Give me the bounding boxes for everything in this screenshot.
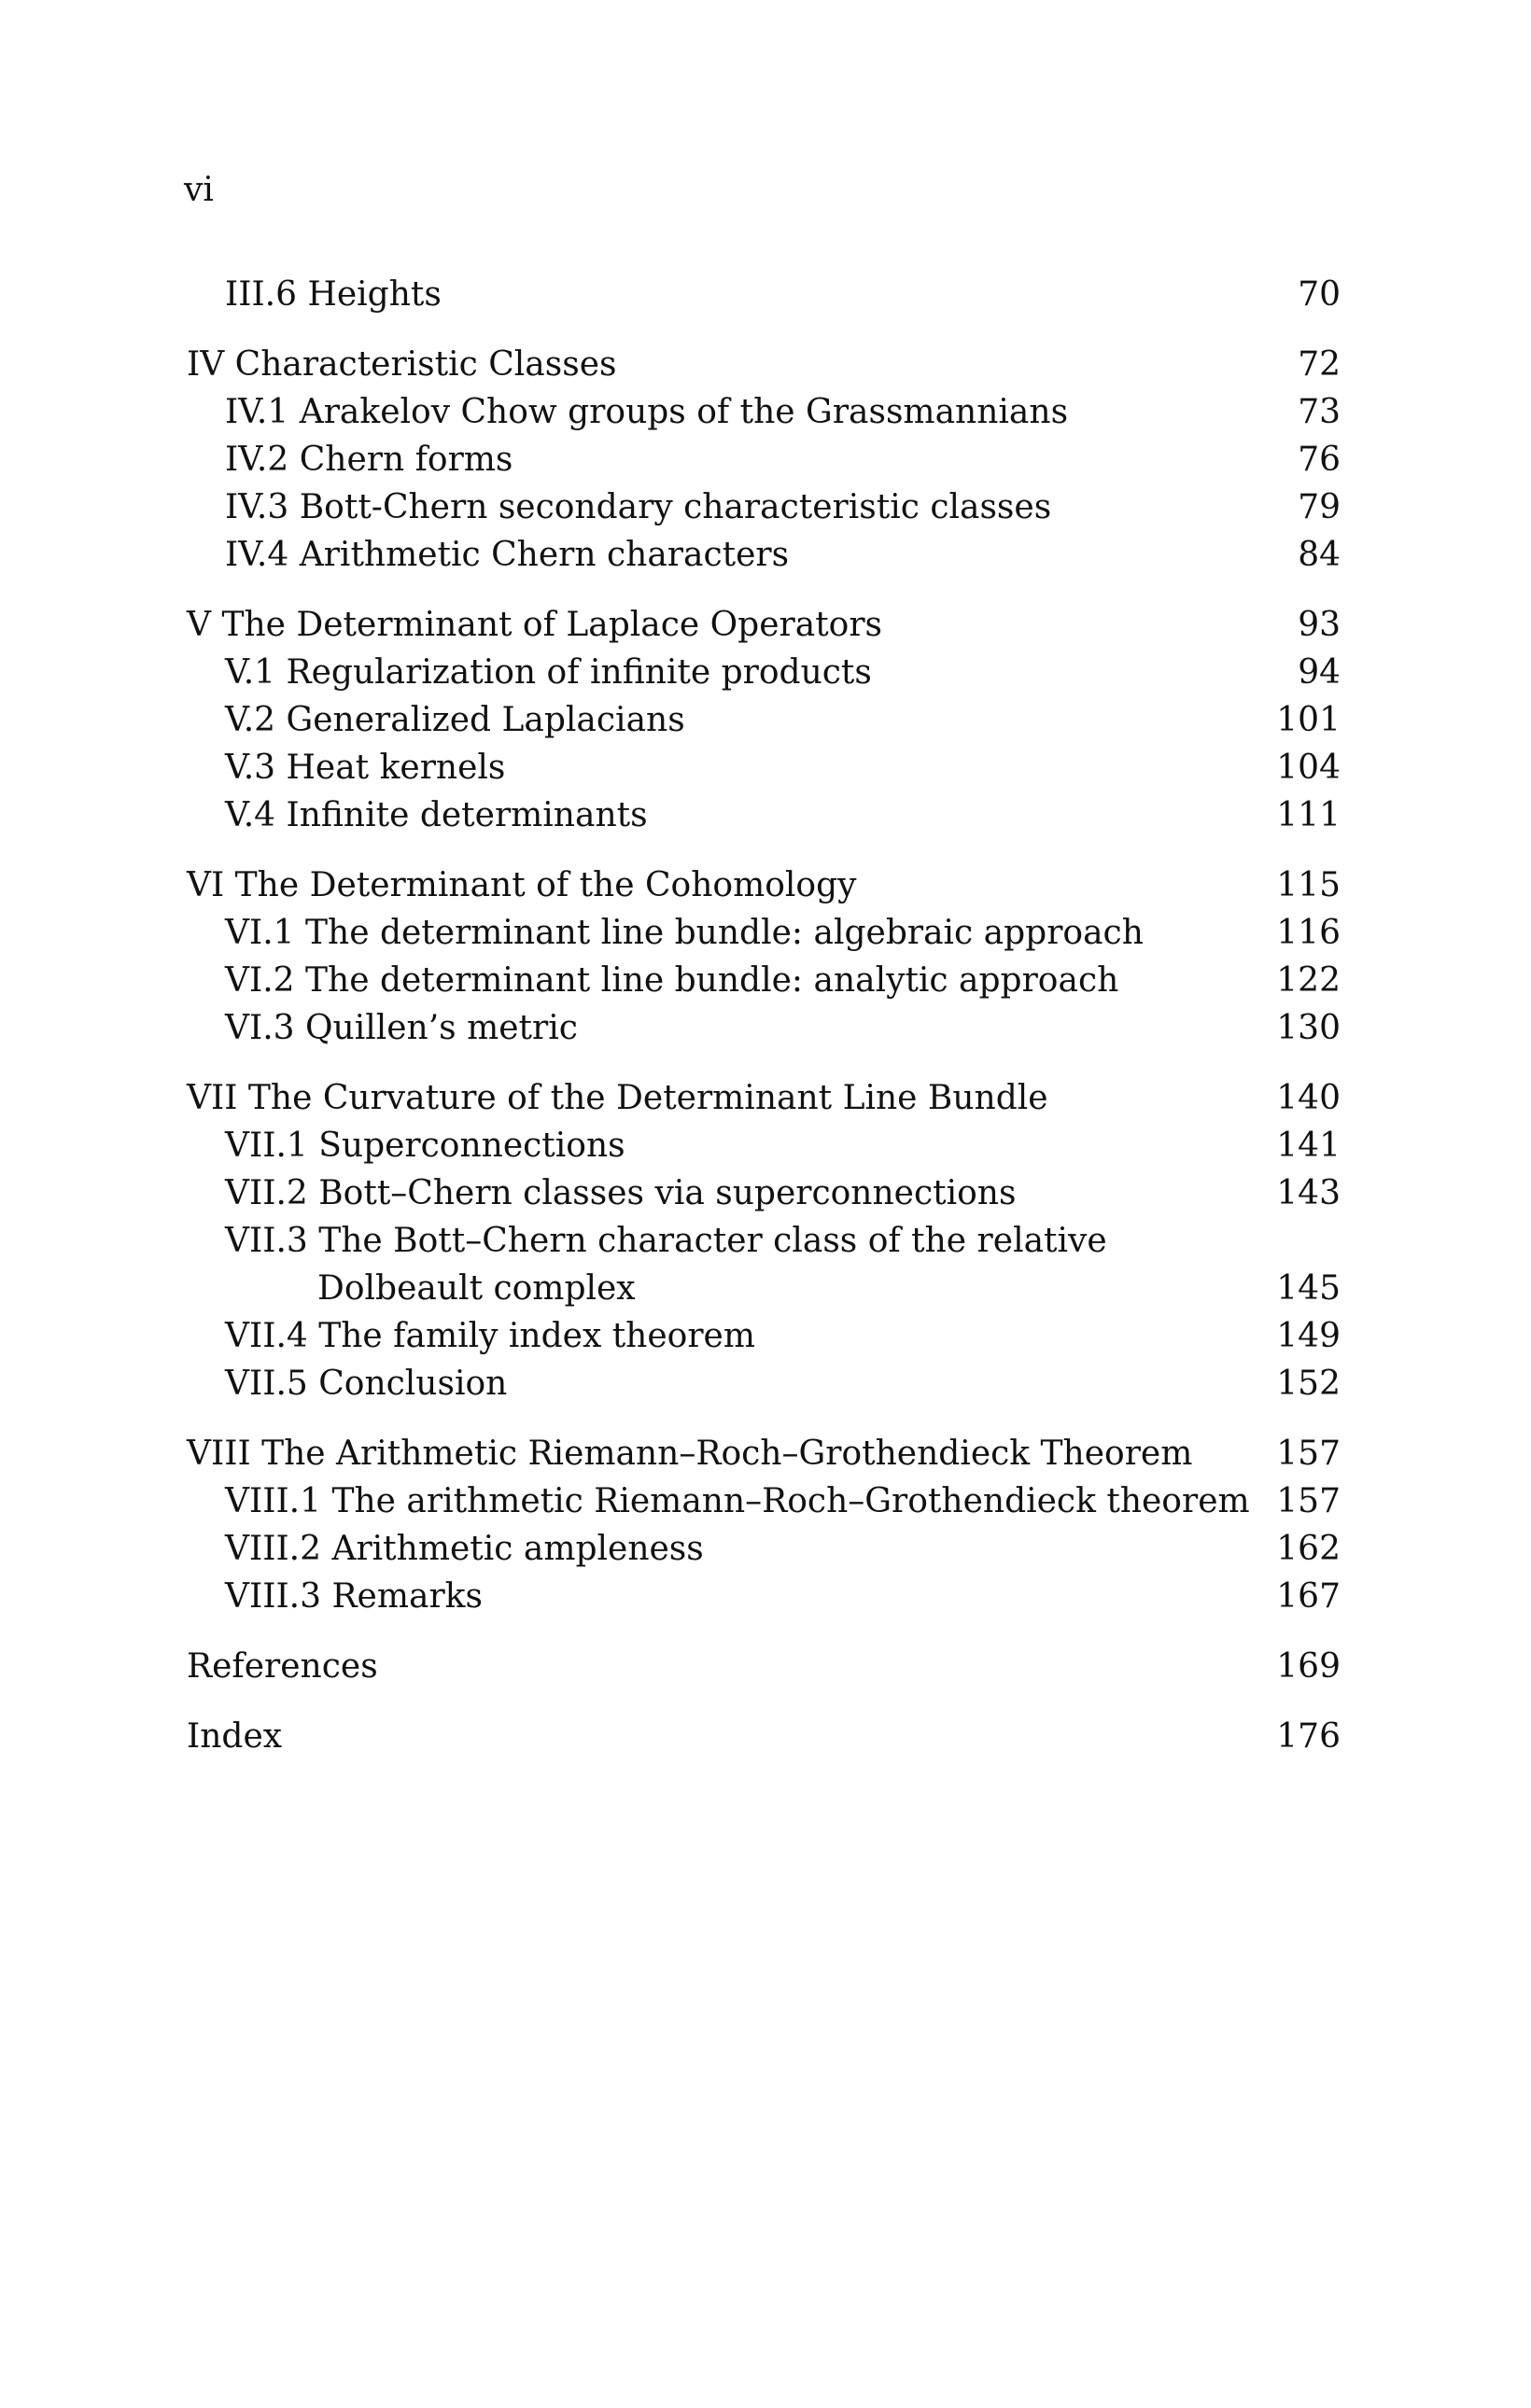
toc-entry-title: VI.2 The determinant line bundle: analytic approach xyxy=(225,961,1119,1000)
toc-entry-title: VII.3 The Bott–Chern character class of the relative xyxy=(225,1222,1107,1260)
toc-entry-page: 73 xyxy=(1298,393,1341,431)
toc-entry-page: 157 xyxy=(1276,1435,1341,1473)
toc-entry-page: 94 xyxy=(1298,653,1341,692)
toc-entry-page: 111 xyxy=(1276,796,1341,834)
toc-entry-title: V.2 Generalized Laplacians xyxy=(225,701,685,739)
toc-entry-title: VI.1 The determinant line bundle: algebraic approach xyxy=(225,914,1144,952)
toc-entry-page: 145 xyxy=(1276,1269,1341,1308)
toc-entry xyxy=(187,483,1341,531)
toc-entry-title: VIII.3 Remarks xyxy=(225,1577,483,1616)
toc-entry-title: Dolbeault complex xyxy=(317,1269,636,1308)
toc-entry-page: 122 xyxy=(1276,961,1341,1000)
toc-entry-page: 84 xyxy=(1298,536,1341,574)
toc-entry xyxy=(187,861,1341,909)
toc-entry xyxy=(187,1074,1341,1122)
toc-entry xyxy=(187,1217,1341,1265)
page-number: vi xyxy=(184,171,214,209)
toc-entry-page: 141 xyxy=(1276,1127,1341,1165)
toc-entry-page: 104 xyxy=(1276,749,1341,787)
toc-entry xyxy=(187,1004,1341,1052)
toc-entry-page: 152 xyxy=(1276,1365,1341,1403)
toc-entry-page: 72 xyxy=(1298,345,1341,384)
toc-entry-title: V.4 Infinite determinants xyxy=(225,796,648,834)
toc-entry xyxy=(187,649,1341,696)
toc-entry xyxy=(187,1477,1341,1525)
toc-entry xyxy=(187,909,1341,957)
toc-entry-title: VII The Curvature of the Determinant Line Bundle xyxy=(187,1079,1048,1117)
toc-entry-page: 116 xyxy=(1276,914,1341,952)
toc-entry-page: 167 xyxy=(1276,1577,1341,1616)
toc-entry xyxy=(187,1265,1341,1312)
toc-entry-title: Index xyxy=(187,1717,283,1756)
toc-entry-page: 157 xyxy=(1276,1482,1341,1520)
toc-entry-title: VII.2 Bott–Chern classes via superconnections xyxy=(225,1174,1017,1212)
toc-entry xyxy=(187,601,1341,649)
toc-entry-title: VIII The Arithmetic Riemann–Roch–Grothendieck Theorem xyxy=(187,1435,1193,1473)
toc-entry-title: IV.3 Bott-Chern secondary characteristic classes xyxy=(225,488,1052,526)
toc-entry xyxy=(187,1360,1341,1407)
toc-entry xyxy=(187,1169,1341,1217)
toc-entry-title: IV.1 Arakelov Chow groups of the Grassmannians xyxy=(225,393,1069,431)
toc-entry-title: VIII.2 Arithmetic ampleness xyxy=(225,1530,704,1568)
toc-entry-title: VI The Determinant of the Cohomology xyxy=(187,866,857,904)
toc-entry-title: VI.3 Quillen’s metric xyxy=(225,1009,578,1047)
toc-entry xyxy=(187,436,1341,483)
toc-entry-page: 169 xyxy=(1276,1647,1341,1686)
toc-entry xyxy=(187,271,1341,318)
toc-entry-title: IV.4 Arithmetic Chern characters xyxy=(225,536,790,574)
toc-entry xyxy=(187,1430,1341,1477)
toc-entry-title: VII.5 Conclusion xyxy=(225,1365,508,1403)
toc-entry-title: V.1 Regularization of infinite products xyxy=(225,653,872,692)
toc-entry-page: 143 xyxy=(1276,1174,1341,1212)
toc-entry xyxy=(187,696,1341,744)
toc-entry-page: 93 xyxy=(1298,606,1341,644)
toc-entry-page: 149 xyxy=(1276,1317,1341,1355)
toc-entry-page: 140 xyxy=(1276,1079,1341,1117)
toc-entry-title: IV.2 Chern forms xyxy=(225,441,513,479)
toc-entry xyxy=(187,388,1341,436)
toc-entry-title: References xyxy=(187,1647,378,1686)
toc-entry-page: 115 xyxy=(1276,866,1341,904)
toc-entry-page: 70 xyxy=(1298,275,1341,314)
toc-entry-title: V The Determinant of Laplace Operators xyxy=(187,606,883,644)
toc-entry xyxy=(187,1122,1341,1169)
table-of-contents xyxy=(187,271,1341,1760)
toc-entry-title: VIII.1 The arithmetic Riemann–Roch–Grothendieck theorem xyxy=(225,1482,1250,1520)
toc-entry xyxy=(187,1525,1341,1573)
toc-entry-page: 101 xyxy=(1276,701,1341,739)
toc-entry xyxy=(187,531,1341,579)
toc-entry xyxy=(187,1713,1341,1760)
toc-entry xyxy=(187,1312,1341,1360)
toc-entry-title: IV Characteristic Classes xyxy=(187,345,617,384)
toc-entry-page: 162 xyxy=(1276,1530,1341,1568)
toc-entry xyxy=(187,791,1341,839)
toc-entry-page: 130 xyxy=(1276,1009,1341,1047)
toc-entry xyxy=(187,744,1341,791)
toc-entry-page: 176 xyxy=(1276,1717,1341,1756)
toc-entry xyxy=(187,957,1341,1004)
toc-entry-title: VII.4 The family index theorem xyxy=(225,1317,755,1355)
toc-entry xyxy=(187,1643,1341,1690)
toc-entry-title: III.6 Heights xyxy=(225,275,442,314)
toc-entry xyxy=(187,1573,1341,1620)
toc-entry-page: 76 xyxy=(1298,441,1341,479)
toc-entry-title: VII.1 Superconnections xyxy=(225,1127,625,1165)
toc-entry-page: 79 xyxy=(1298,488,1341,526)
toc-entry-title: V.3 Heat kernels xyxy=(225,749,506,787)
toc-entry xyxy=(187,341,1341,388)
